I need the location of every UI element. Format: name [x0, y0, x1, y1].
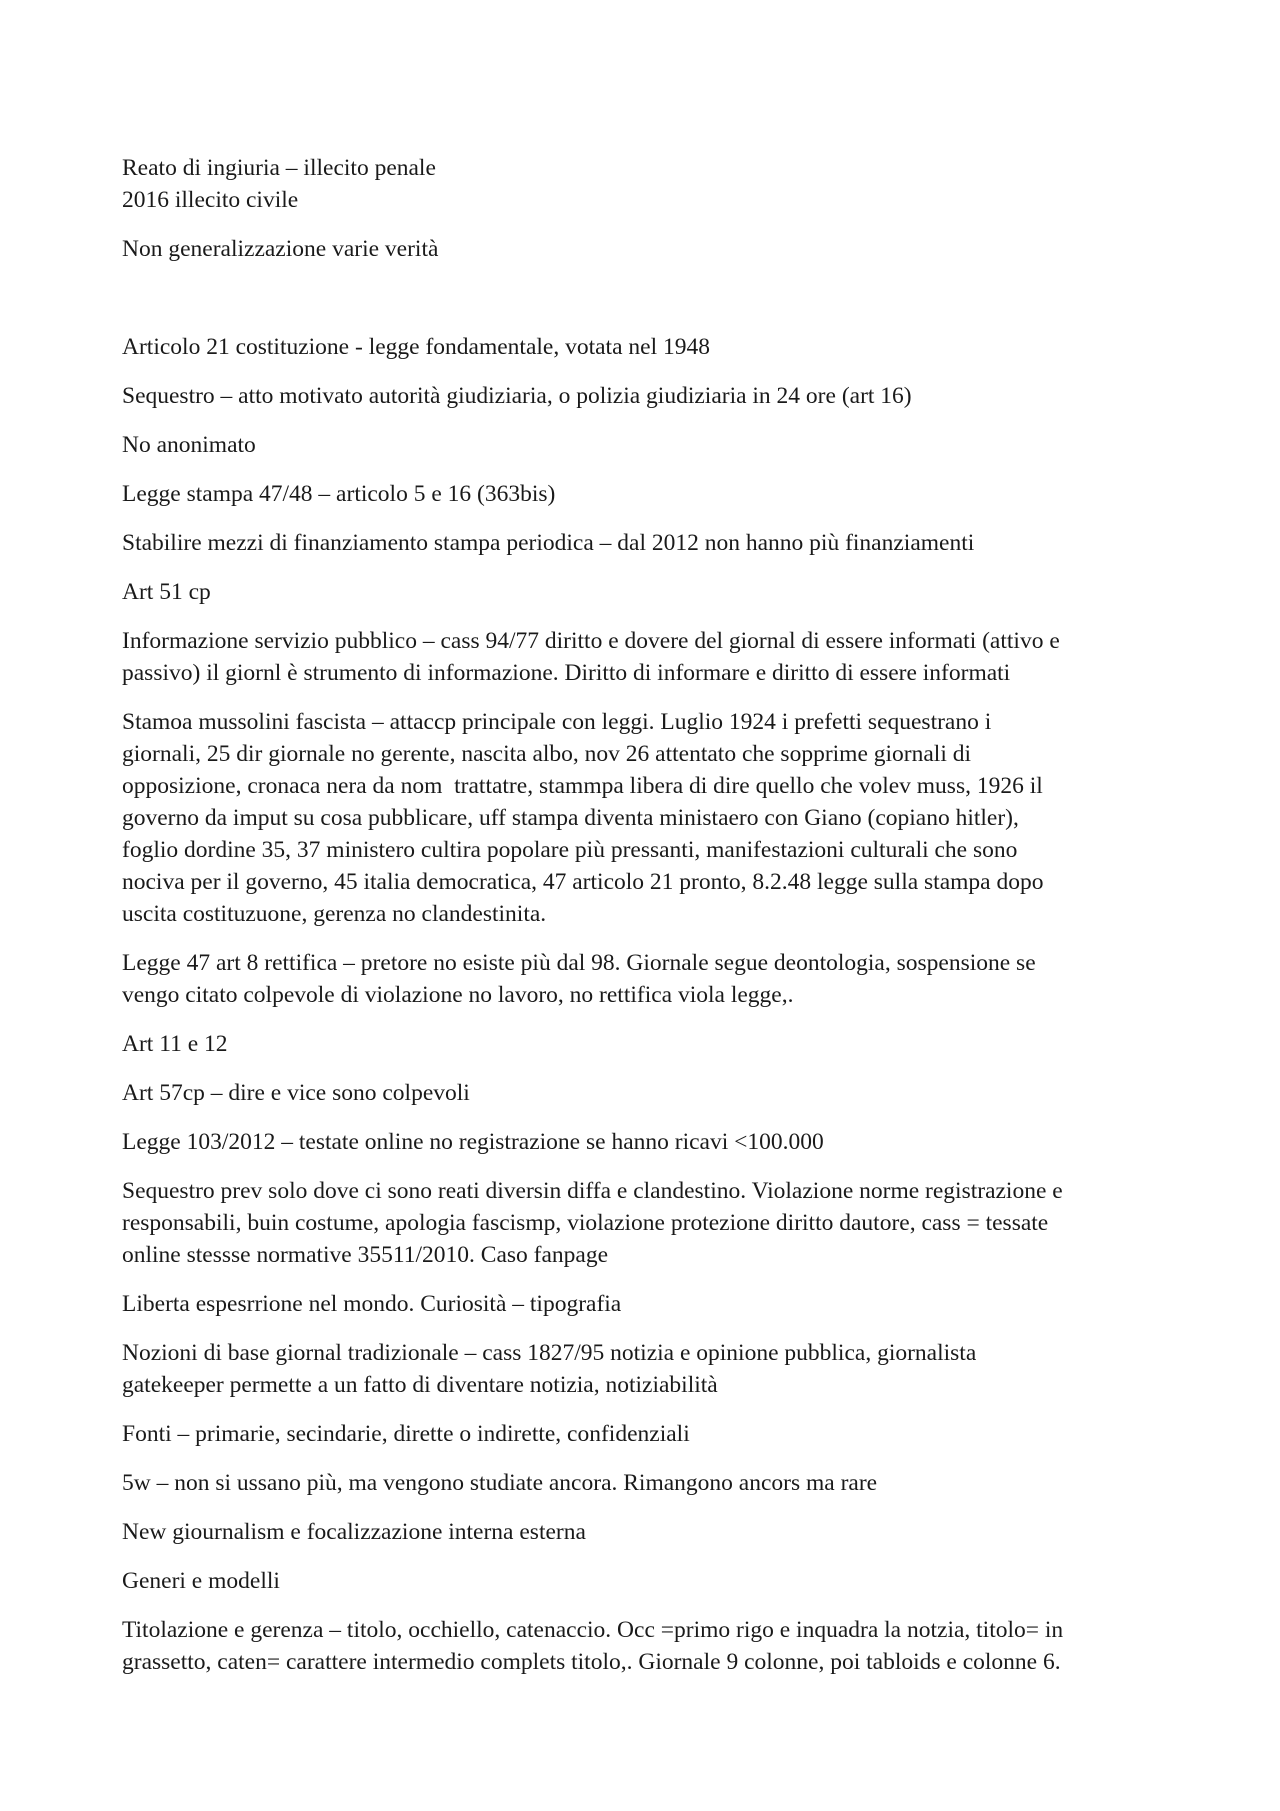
text-line: Reato di ingiuria – illecito penale	[122, 155, 436, 181]
text-line: Stamoa mussolini fascista – attaccp principale con leggi. Luglio 1924 i prefetti sequestrano i	[122, 709, 992, 735]
paragraph	[122, 706, 1180, 930]
text-line: passivo) il giornl è strumento di informazione. Diritto di informare e diritto di essere informati	[122, 660, 1011, 686]
text-line: Generi e modelli	[122, 1568, 280, 1594]
paragraph	[122, 1614, 1180, 1678]
text-line: New giournalism e focalizzazione interna esterna	[122, 1519, 586, 1545]
text-line: foglio dordine 35, 37 ministero cultira popolare più pressanti, manifestazioni culturali che sono	[122, 837, 1018, 863]
text-line: responsabili, buin costume, apologia fascismp, violazione protezione diritto dautore, cass = tessate	[122, 1210, 1049, 1236]
paragraph	[122, 625, 1180, 689]
text-line: Titolazione e gerenza – titolo, occhiello, catenaccio. Occ =primo rigo e inquadra la notzia, titolo= in	[122, 1617, 1064, 1643]
paragraph	[122, 1418, 1180, 1450]
text-line: Legge 47 art 8 rettifica – pretore no esiste più dal 98. Giornale segue deontologia, sospensione se	[122, 950, 1036, 976]
paragraph	[122, 1337, 1180, 1401]
paragraph	[122, 576, 1180, 608]
text-line: online stessse normative 35511/2010. Caso fanpage	[122, 1242, 609, 1268]
paragraph	[122, 1077, 1180, 1109]
text-line: Legge stampa 47/48 – articolo 5 e 16 (363bis)	[122, 481, 556, 507]
paragraph	[122, 380, 1180, 412]
paragraph	[122, 429, 1180, 461]
paragraph	[122, 478, 1180, 510]
paragraph	[122, 1467, 1180, 1499]
paragraph	[122, 1565, 1180, 1597]
text-line: Sequestro prev solo dove ci sono reati diversin diffa e clandestino. Violazione norme registrazione e	[122, 1178, 1063, 1204]
paragraph	[122, 947, 1180, 1011]
text-line: gatekeeper permette a un fatto di diventare notizia, notiziabilità	[122, 1372, 718, 1398]
text-line: Art 57cp – dire e vice sono colpevoli	[122, 1080, 470, 1106]
text-line: Stabilire mezzi di finanziamento stampa periodica – dal 2012 non hanno più finanziamenti	[122, 530, 975, 556]
text-line: uscita costituzuone, gerenza no clandestinita.	[122, 901, 547, 927]
paragraph	[122, 1516, 1180, 1548]
blank-gap	[122, 282, 1180, 331]
paragraph	[122, 1288, 1180, 1320]
text-line: grassetto, caten= carattere intermedio complets titolo,. Giornale 9 colonne, poi tabloids e colonne 6.	[122, 1649, 1061, 1675]
text-line: Informazione servizio pubblico – cass 94/77 diritto e dovere del giornal di essere informati (attivo e	[122, 628, 1060, 654]
paragraph	[122, 152, 1180, 216]
text-line: Non generalizzazione varie verità	[122, 236, 439, 262]
paragraph	[122, 1028, 1180, 1060]
text-line: Fonti – primarie, secindarie, dirette o indirette, confidenziali	[122, 1421, 690, 1447]
text-line: Legge 103/2012 – testate online no registrazione se hanno ricavi <100.000	[122, 1129, 824, 1155]
text-line: No anonimato	[122, 432, 256, 458]
text-line: Sequestro – atto motivato autorità giudiziaria, o polizia giudiziaria in 24 ore (art 16)	[122, 383, 912, 409]
paragraph	[122, 527, 1180, 559]
paragraph	[122, 233, 1180, 265]
document-page	[122, 152, 1180, 1695]
text-line: 5w – non si ussano più, ma vengono studiate ancora. Rimangono ancors ma rare	[122, 1470, 878, 1496]
text-line: 2016 illecito civile	[122, 187, 299, 213]
text-line: Articolo 21 costituzione - legge fondamentale, votata nel 1948	[122, 334, 710, 360]
paragraph	[122, 1175, 1180, 1271]
text-line: opposizione, cronaca nera da nom trattatre, stammpa libera di dire quello che volev muss, 1926 il	[122, 773, 1043, 799]
text-line: vengo citato colpevole di violazione no lavoro, no rettifica viola legge,.	[122, 982, 794, 1008]
text-line: Nozioni di base giornal tradizionale – cass 1827/95 notizia e opinione pubblica, giornalista	[122, 1340, 977, 1366]
text-line: nociva per il governo, 45 italia democratica, 47 articolo 21 pronto, 8.2.48 legge sulla stampa dopo	[122, 869, 1044, 895]
text-line: governo da imput su cosa pubblicare, uff stampa diventa ministaero con Giano (copiano hitler),	[122, 805, 1019, 831]
paragraph	[122, 1126, 1180, 1158]
text-line: Art 11 e 12	[122, 1031, 228, 1057]
text-line: Art 51 cp	[122, 579, 211, 605]
text-line: Liberta espesrrione nel mondo. Curiosità – tipografia	[122, 1291, 622, 1317]
paragraph	[122, 331, 1180, 363]
text-line: giornali, 25 dir giornale no gerente, nascita albo, nov 26 attentato che sopprime giornali di	[122, 741, 972, 767]
